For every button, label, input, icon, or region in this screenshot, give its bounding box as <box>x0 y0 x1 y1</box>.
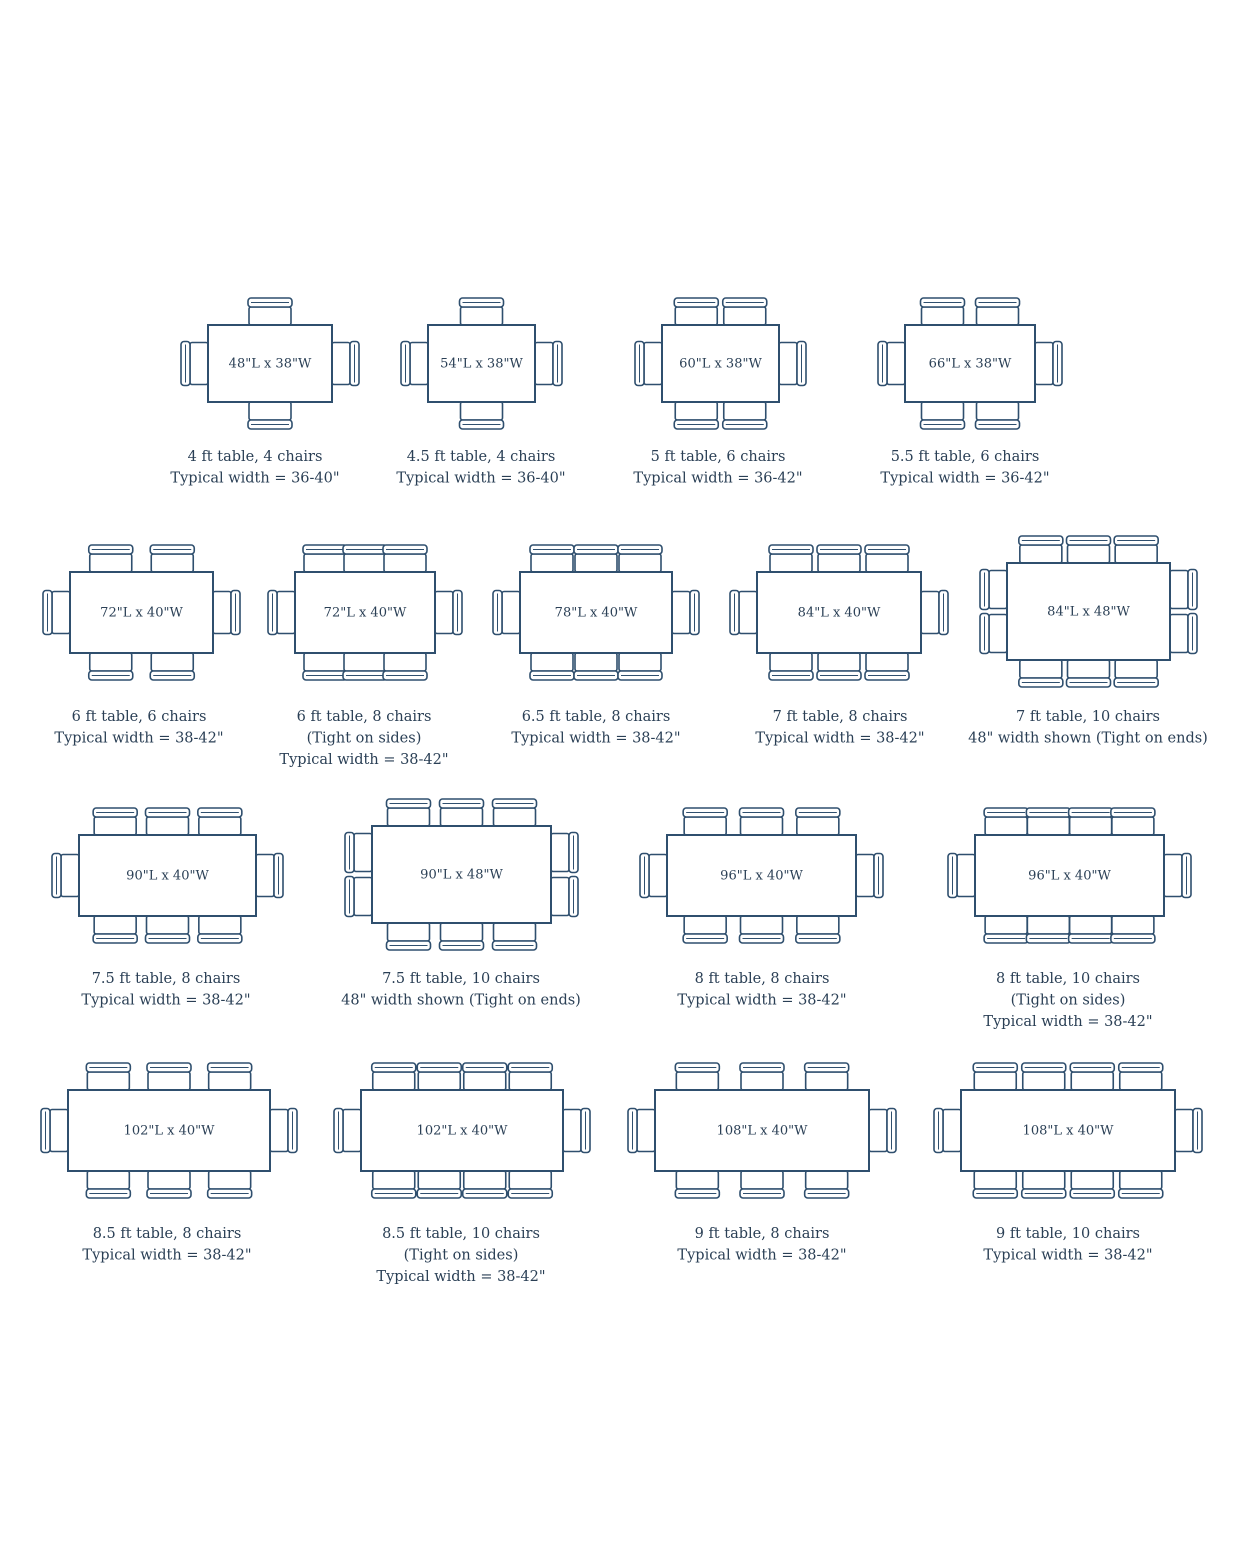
table-caption-line: Typical width = 36-42" <box>880 470 1050 487</box>
chair-seat <box>410 343 428 385</box>
chair-seat <box>684 916 726 934</box>
chair-seat <box>494 808 536 826</box>
table-caption-line: 6.5 ft table, 8 chairs <box>521 709 671 725</box>
chair-seat <box>806 1072 848 1090</box>
table-dimension-label: 84"L x 40"W <box>797 605 881 621</box>
chair-seat <box>304 653 346 671</box>
chair-seat <box>675 307 717 325</box>
table-caption-line: Typical width = 38-42" <box>755 730 925 747</box>
table-dimension-label: 90"L x 48"W <box>420 867 503 883</box>
chair-seat <box>213 592 231 634</box>
chair-seat <box>637 1110 655 1152</box>
table-caption-line: Typical width = 36-42" <box>633 470 803 487</box>
chair-seat <box>464 1171 506 1189</box>
chair-seat <box>779 343 797 385</box>
table-caption-line: Typical width = 38-42" <box>511 730 681 747</box>
table-diagram <box>640 808 883 1009</box>
table-dimension-label: 90"L x 40"W <box>126 868 209 884</box>
chair-seat <box>199 817 241 835</box>
table-dimension-label: 102"L x 40"W <box>123 1123 215 1139</box>
chair-seat <box>575 653 617 671</box>
chair-seat <box>1115 545 1157 563</box>
table-dimension-label: 108"L x 40"W <box>716 1123 808 1139</box>
chair-seat <box>373 1072 415 1090</box>
chair-seat <box>563 1110 581 1152</box>
chair-seat <box>797 916 839 934</box>
table-caption-line: 9 ft table, 10 chairs <box>995 1226 1141 1242</box>
table-diagram <box>396 298 565 487</box>
table-diagram <box>948 808 1191 1030</box>
table-diagram <box>341 799 581 1009</box>
chair-seat <box>94 817 136 835</box>
chair-seat <box>1020 660 1062 678</box>
chair-seat <box>441 923 483 941</box>
chair-seat <box>1170 615 1188 653</box>
table-diagram <box>730 545 948 747</box>
chair-seat <box>373 1171 415 1189</box>
chair-seat <box>684 817 726 835</box>
table-diagram <box>878 298 1062 487</box>
table-caption-line: (Tight on sides) <box>306 730 422 747</box>
table-dimension-label: 84"L x 48"W <box>1047 604 1130 620</box>
chair-seat <box>435 592 453 634</box>
chair-seat <box>418 1171 460 1189</box>
chair-seat <box>441 808 483 826</box>
chair-seat <box>354 878 372 916</box>
table-diagram <box>934 1063 1202 1264</box>
chair-seat <box>741 1072 783 1090</box>
chair-seat <box>148 1171 190 1189</box>
table-caption-line: Typical width = 36-40" <box>396 470 566 487</box>
table-caption-line: 48" width shown (Tight on ends) <box>341 992 581 1009</box>
chair-seat <box>770 653 812 671</box>
table-dimension-label: 102"L x 40"W <box>416 1123 508 1139</box>
chair-seat <box>1068 545 1110 563</box>
table-diagram <box>334 1063 590 1285</box>
chair-seat <box>147 817 189 835</box>
table-dimension-label: 54"L x 38"W <box>440 356 523 372</box>
chair-seat <box>502 592 520 634</box>
chair-seat <box>1115 660 1157 678</box>
chair-seat <box>418 1072 460 1090</box>
table-caption-line: Typical width = 38-42" <box>82 1247 252 1264</box>
chair-seat <box>974 1171 1016 1189</box>
chair-seat <box>344 554 386 572</box>
table-diagram <box>268 545 462 768</box>
chair-seat <box>1023 1072 1065 1090</box>
chair-seat <box>1020 545 1062 563</box>
table-dimension-label: 66"L x 38"W <box>928 356 1012 372</box>
chair-seat <box>1071 1171 1113 1189</box>
table-caption-line: Typical width = 38-42" <box>983 1014 1153 1030</box>
chair-seat <box>741 817 783 835</box>
table-dimension-label: 96"L x 40"W <box>720 868 803 884</box>
chair-seat <box>52 592 70 634</box>
chair-seat <box>509 1171 551 1189</box>
table-caption-line: 7 ft table, 8 chairs <box>772 709 908 725</box>
chair-seat <box>1035 343 1053 385</box>
chair-seat <box>148 1072 190 1090</box>
chair-seat <box>343 1110 361 1152</box>
table-diagram <box>633 298 806 487</box>
table-caption-line: 6 ft table, 8 chairs <box>296 709 432 725</box>
chair-seat <box>869 1110 887 1152</box>
chair-seat <box>575 554 617 572</box>
table-diagram <box>43 545 240 747</box>
chair-seat <box>985 817 1027 835</box>
chair-seat <box>344 653 386 671</box>
table-caption-line: 9 ft table, 8 chairs <box>694 1226 830 1242</box>
chair-seat <box>977 307 1019 325</box>
chair-seat <box>724 307 766 325</box>
table-caption-line: 8.5 ft table, 8 chairs <box>92 1226 242 1242</box>
table-dimension-label: 72"L x 40"W <box>323 605 407 621</box>
chair-seat <box>461 402 503 420</box>
table-dimension-label: 60"L x 38"W <box>679 356 762 372</box>
chair-seat <box>388 808 430 826</box>
table-dimension-label: 78"L x 40"W <box>554 605 638 621</box>
chair-seat <box>151 554 193 572</box>
chair-seat <box>1070 817 1112 835</box>
table-diagram <box>968 536 1208 747</box>
table-dimension-label: 48"L x 38"W <box>228 356 312 372</box>
chair-seat <box>461 307 503 325</box>
chair-seat <box>494 923 536 941</box>
chair-seat <box>770 554 812 572</box>
table-caption-line: 8 ft table, 8 chairs <box>694 971 830 987</box>
table-caption-line: Typical width = 38-42" <box>279 752 449 768</box>
chair-seat <box>90 554 132 572</box>
chair-seat <box>256 855 274 897</box>
chair-seat <box>741 1171 783 1189</box>
chair-seat <box>818 653 860 671</box>
chair-seat <box>1027 916 1069 934</box>
chair-seat <box>388 923 430 941</box>
chair-seat <box>1170 571 1188 609</box>
chair-seat <box>922 402 964 420</box>
chair-seat <box>277 592 295 634</box>
table-caption-line: 4 ft table, 4 chairs <box>187 449 323 465</box>
chair-seat <box>50 1110 68 1152</box>
chair-seat <box>94 916 136 934</box>
chair-seat <box>806 1171 848 1189</box>
table-caption-line: 5 ft table, 6 chairs <box>650 449 786 465</box>
table-caption-line: 7 ft table, 10 chairs <box>1015 709 1161 725</box>
table-caption-line: Typical width = 38-42" <box>81 992 251 1009</box>
chair-seat <box>90 653 132 671</box>
table-caption-line: 8 ft table, 10 chairs <box>995 971 1141 987</box>
chair-seat <box>332 343 350 385</box>
table-diagram <box>52 808 283 1009</box>
chair-seat <box>1027 817 1069 835</box>
table-caption-line: Typical width = 36-40" <box>170 470 340 487</box>
chair-seat <box>676 1072 718 1090</box>
chair-seat <box>551 878 569 916</box>
chair-seat <box>464 1072 506 1090</box>
chair-seat <box>61 855 79 897</box>
chair-seat <box>977 402 1019 420</box>
chair-seat <box>619 653 661 671</box>
chair-seat <box>531 554 573 572</box>
chair-seat <box>531 653 573 671</box>
chair-seat <box>943 1110 961 1152</box>
table-caption-line: 48" width shown (Tight on ends) <box>968 730 1208 747</box>
table-dimension-label: 96"L x 40"W <box>1028 868 1111 884</box>
table-caption-line: 5.5 ft table, 6 chairs <box>890 449 1040 465</box>
table-caption-line: 7.5 ft table, 10 chairs <box>382 971 540 987</box>
chair-seat <box>147 916 189 934</box>
chair-seat <box>209 1072 251 1090</box>
chair-seat <box>1112 817 1154 835</box>
chair-seat <box>676 1171 718 1189</box>
chair-seat <box>989 615 1007 653</box>
chair-seat <box>921 592 939 634</box>
chair-seat <box>985 916 1027 934</box>
chair-seat <box>644 343 662 385</box>
chair-seat <box>1071 1072 1113 1090</box>
chair-seat <box>151 653 193 671</box>
chair-seat <box>535 343 553 385</box>
chair-seat <box>209 1171 251 1189</box>
chair-seat <box>619 554 661 572</box>
table-caption-line: Typical width = 38-42" <box>983 1247 1153 1264</box>
chair-seat <box>989 571 1007 609</box>
table-diagram <box>628 1063 896 1264</box>
chair-seat <box>384 554 426 572</box>
table-caption-line: 8.5 ft table, 10 chairs <box>382 1226 540 1242</box>
chair-seat <box>1023 1171 1065 1189</box>
chair-seat <box>87 1171 129 1189</box>
chair-seat <box>1112 916 1154 934</box>
chair-seat <box>649 855 667 897</box>
chair-seat <box>190 343 208 385</box>
chair-seat <box>675 402 717 420</box>
table-caption-line: Typical width = 38-42" <box>677 992 847 1009</box>
table-diagram <box>493 545 699 747</box>
chair-seat <box>866 554 908 572</box>
chair-seat <box>922 307 964 325</box>
chair-seat <box>384 653 426 671</box>
chair-seat <box>957 855 975 897</box>
chair-seat <box>304 554 346 572</box>
chair-seat <box>249 307 291 325</box>
chair-seat <box>1120 1171 1162 1189</box>
chair-seat <box>270 1110 288 1152</box>
chair-seat <box>739 592 757 634</box>
chair-seat <box>866 653 908 671</box>
table-caption-line: 7.5 ft table, 8 chairs <box>91 971 241 987</box>
chair-seat <box>1164 855 1182 897</box>
chair-seat <box>974 1072 1016 1090</box>
table-caption-line: (Tight on sides) <box>1010 992 1126 1009</box>
chair-seat <box>1175 1110 1193 1152</box>
table-caption-line: (Tight on sides) <box>403 1247 519 1264</box>
chair-seat <box>354 834 372 872</box>
table-caption-line: Typical width = 38-42" <box>376 1269 546 1285</box>
chair-seat <box>724 402 766 420</box>
chair-seat <box>856 855 874 897</box>
table-dimension-label: 108"L x 40"W <box>1022 1123 1114 1139</box>
table-caption-line: 4.5 ft table, 4 chairs <box>406 449 556 465</box>
chair-seat <box>1070 916 1112 934</box>
table-caption-line: Typical width = 38-42" <box>54 730 224 747</box>
chair-seat <box>1120 1072 1162 1090</box>
table-diagram <box>170 298 359 487</box>
table-caption-line: 6 ft table, 6 chairs <box>71 709 207 725</box>
table-caption-line: Typical width = 38-42" <box>677 1247 847 1264</box>
chair-seat <box>87 1072 129 1090</box>
chair-seat <box>1068 660 1110 678</box>
table-dimension-label: 72"L x 40"W <box>100 605 183 621</box>
chair-seat <box>199 916 241 934</box>
chair-seat <box>818 554 860 572</box>
chair-seat <box>672 592 690 634</box>
chair-seat <box>887 343 905 385</box>
chair-seat <box>551 834 569 872</box>
table-diagram <box>41 1063 297 1264</box>
chair-seat <box>741 916 783 934</box>
chair-seat <box>797 817 839 835</box>
chair-seat <box>249 402 291 420</box>
chair-seat <box>509 1072 551 1090</box>
